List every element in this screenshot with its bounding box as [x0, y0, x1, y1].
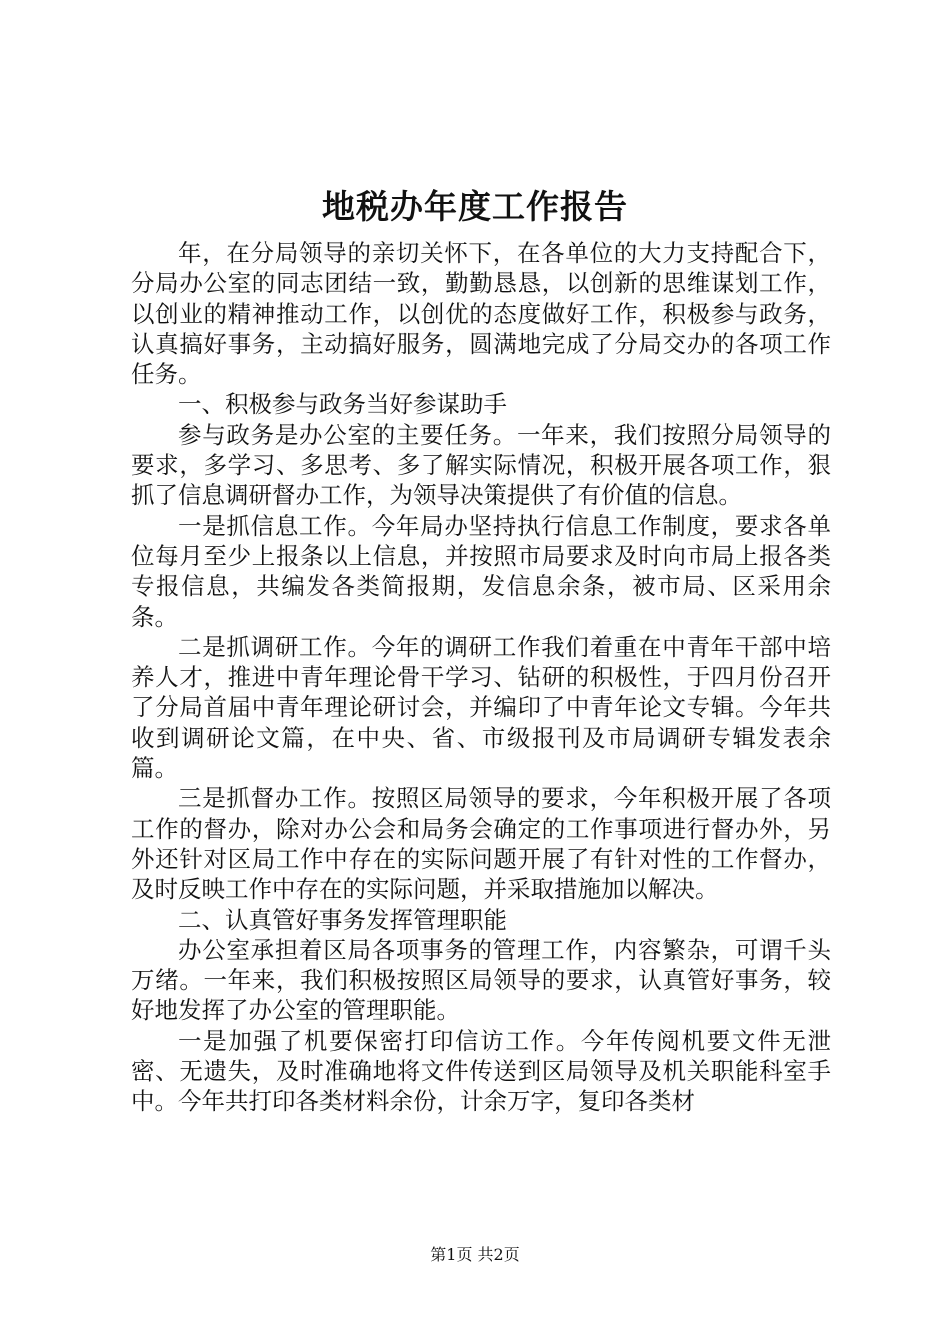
paragraph: 一是加强了机要保密打印信访工作。今年传阅机要文件无泄密、无遗失，及时准确地将文件传送到区局领导及机关职能科室手中。今年共打印各类材料余份，计余万字，复印各类材 — [131, 1026, 831, 1116]
paragraph-intro: 年，在分局领导的亲切关怀下，在各单位的大力支持配合下，分局办公室的同志团结一致，勤勤恳恳，以创新的思维谋划工作，以创业的精神推动工作，以创优的态度做好工作，积极参与政务，认真搞好事务，主动搞好服务，圆满地完成了分局交办的各项工作任务。 — [131, 239, 831, 389]
document-title: 地税办年度工作报告 — [322, 187, 628, 226]
paragraph: 二是抓调研工作。今年的调研工作我们着重在中青年干部中培养人才，推进中青年理论骨干学习、钻研的积极性，于四月份召开了分局首届中青年理论研讨会，并编印了中青年论文专辑。今年共收到调研论文篇，在中央、省、市级报刊及市局调研专辑发表余篇。 — [131, 632, 831, 783]
section-heading-2: 二、认真管好事务发挥管理职能 — [178, 905, 507, 934]
document-body — [131, 238, 831, 1117]
paragraph: 参与政务是办公室的主要任务。一年来，我们按照分局领导的要求，多学习、多思考、多了解实际情况，积极开展各项工作，狠抓了信息调研督办工作，为领导决策提供了有价值的信息。 — [131, 420, 831, 510]
paragraph: 三是抓督办工作。按照区局领导的要求，今年积极开展了各项工作的督办，除对办公会和局务会确定的工作事项进行督办外，另外还针对区局工作中存在的实际问题开展了有针对性的工作督办，及时反映工作中存在的实际问题，并采取措施加以解决。 — [131, 784, 831, 904]
section-heading-1: 一、积极参与政务当好参谋助手 — [178, 390, 507, 419]
paragraph: 办公室承担着区局各项事务的管理工作，内容繁杂，可谓千头万绪。一年来，我们积极按照区局领导的要求，认真管好事务，较好地发挥了办公室的管理职能。 — [131, 935, 831, 1025]
page-number-footer: 第1页 共2页 — [430, 1245, 520, 1264]
paragraph: 一是抓信息工作。今年局办坚持执行信息工作制度，要求各单位每月至少上报条以上信息，并按照市局要求及时向市局上报各类专报信息，共编发各类简报期，发信息余条，被市局、区采用余条。 — [131, 511, 831, 631]
